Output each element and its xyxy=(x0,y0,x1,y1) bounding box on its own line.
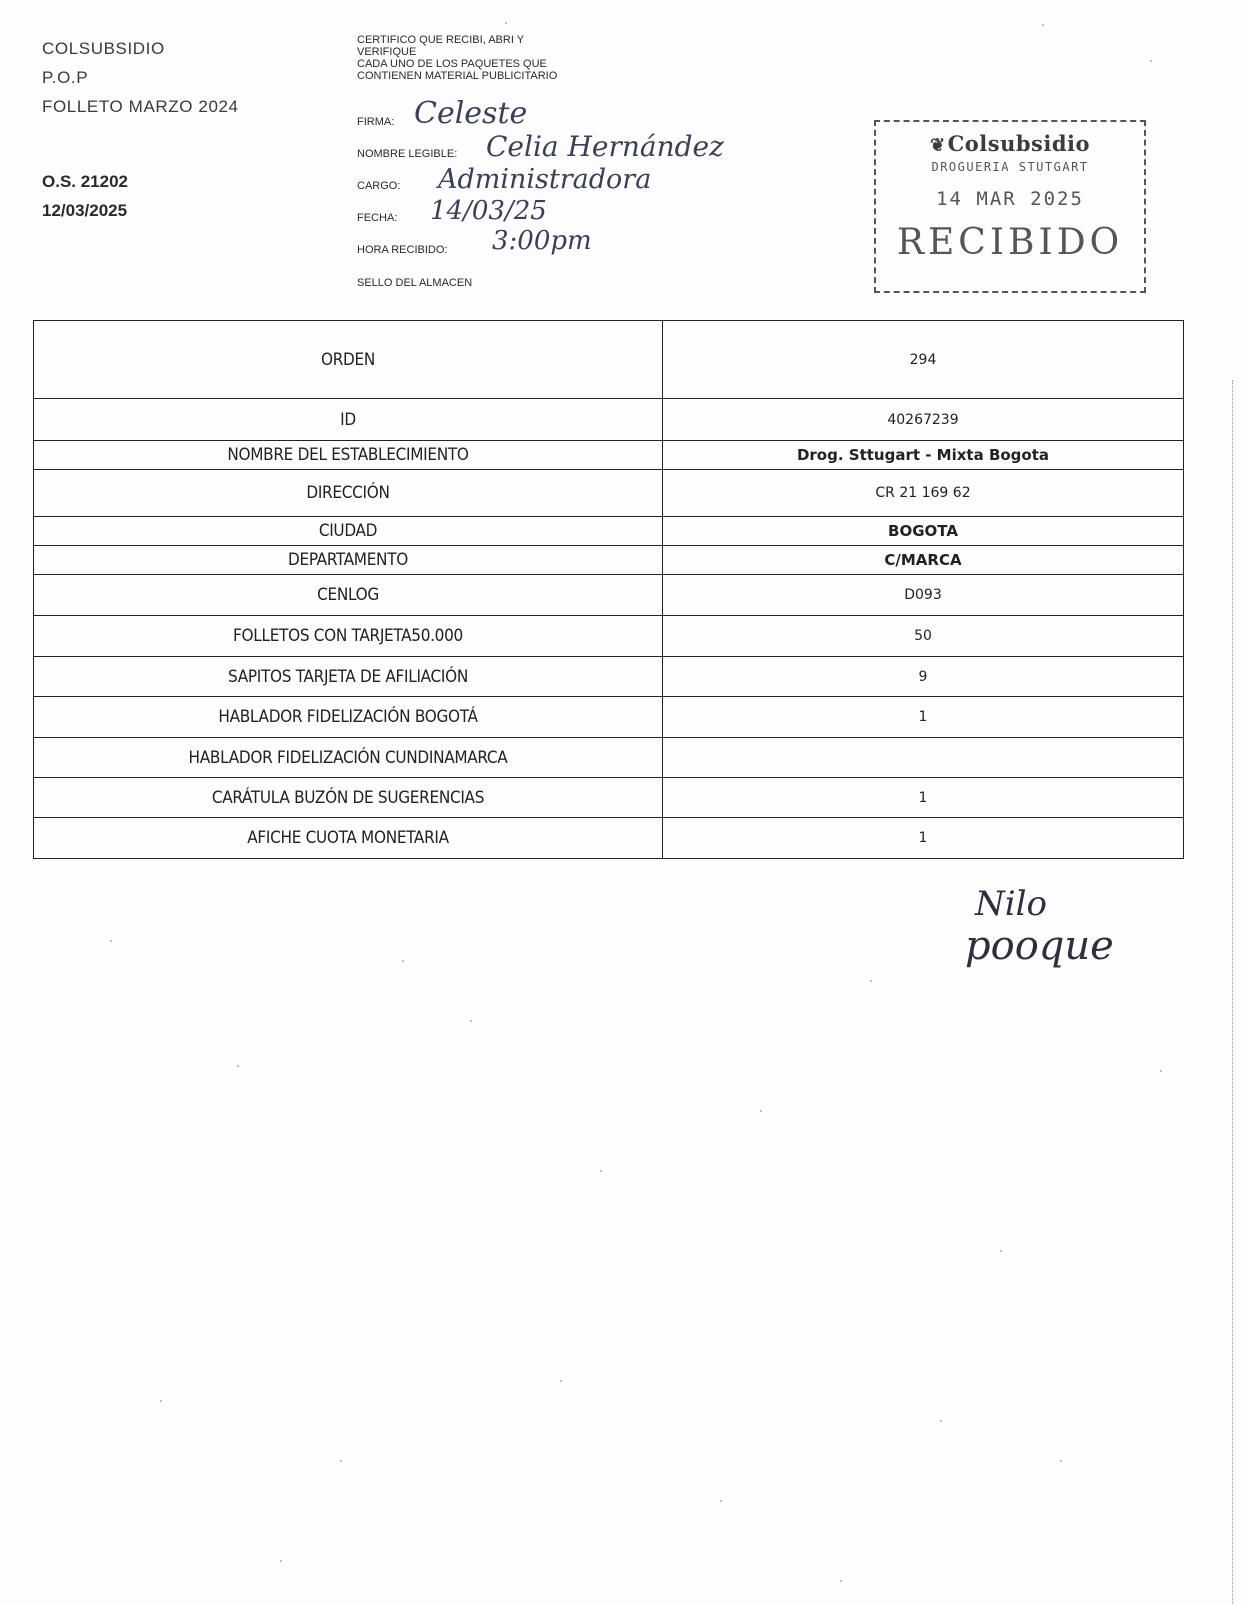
scanner-edge xyxy=(1232,380,1234,1604)
campaign-name: FOLLETO MARZO 2024 xyxy=(42,97,239,116)
table-row xyxy=(34,738,1184,778)
scan-speck xyxy=(110,940,112,942)
table-row xyxy=(34,399,1184,441)
sello-label: SELLO DEL ALMACEN xyxy=(357,277,473,289)
firma-signature: Celeste xyxy=(414,96,528,131)
scan-speck xyxy=(1042,24,1044,26)
row-label: DEPARTAMENTO xyxy=(34,546,663,575)
row-label: ORDEN xyxy=(34,321,663,399)
table-row xyxy=(34,546,1184,575)
row-value: 1 xyxy=(663,778,1184,818)
table-row xyxy=(34,321,1184,399)
scan-speck xyxy=(340,1460,342,1462)
statement-line: CERTIFICO QUE RECIBI, ABRI Y xyxy=(357,34,525,46)
service-order xyxy=(42,167,128,225)
scan-speck xyxy=(237,1065,239,1067)
note-line: Nilo xyxy=(975,884,1047,924)
row-label: ID xyxy=(34,399,663,441)
scan-speck xyxy=(402,960,404,962)
row-label: CIUDAD xyxy=(34,517,663,546)
scan-speck xyxy=(940,1420,942,1422)
scan-speck xyxy=(840,1580,842,1582)
handwritten-note xyxy=(965,884,1114,968)
certificate-statement xyxy=(357,34,657,82)
header-left xyxy=(42,34,239,121)
stamp-brand-text: Colsubsidio xyxy=(947,131,1091,156)
table-row xyxy=(34,470,1184,517)
nombre-value: Celia Hernández xyxy=(486,130,724,163)
table-row xyxy=(34,818,1184,859)
leaf-icon: ❦ xyxy=(929,135,946,156)
table-row xyxy=(34,778,1184,818)
stamp-store: DROGUERIA STUTGART xyxy=(931,160,1089,174)
row-value: 294 xyxy=(663,321,1184,399)
row-value: 1 xyxy=(663,697,1184,738)
scan-speck xyxy=(600,1170,602,1172)
row-label: AFICHE CUOTA MONETARIA xyxy=(34,818,663,859)
row-label: SAPITOS TARJETA DE AFILIACIÓN xyxy=(34,657,663,697)
os-number: O.S. 21202 xyxy=(42,172,129,191)
note-line: pooque xyxy=(965,923,1114,969)
hora-value: 3:00pm xyxy=(492,226,592,256)
row-label: CENLOG xyxy=(34,575,663,616)
row-value: 1 xyxy=(663,818,1184,859)
table-row xyxy=(34,575,1184,616)
company-name: COLSUBSIDIO xyxy=(42,39,165,58)
row-value: Drog. Sttugart - Mixta Bogota xyxy=(663,441,1184,470)
row-value: 40267239 xyxy=(663,399,1184,441)
scan-speck xyxy=(870,980,872,982)
hora-label: HORA RECIBIDO: xyxy=(357,244,448,256)
table-row xyxy=(34,616,1184,657)
row-label: HABLADOR FIDELIZACIÓN CUNDINAMARCA xyxy=(34,738,663,778)
scan-speck xyxy=(720,1500,722,1502)
stamp-status: RECIBIDO xyxy=(896,222,1124,263)
os-date: 12/03/2025 xyxy=(42,201,128,220)
statement-line: CONTIENEN MATERIAL PUBLICITARIO xyxy=(357,70,558,82)
scan-speck xyxy=(1060,1460,1062,1462)
table-row xyxy=(34,657,1184,697)
row-value: 9 xyxy=(663,657,1184,697)
statement-line: VERIFIQUE xyxy=(357,46,417,58)
scan-speck xyxy=(1160,1070,1162,1072)
row-label: CARÁTULA BUZÓN DE SUGERENCIAS xyxy=(34,778,663,818)
firma-label: FIRMA: xyxy=(357,116,395,128)
stamp-date: 14 MAR 2025 xyxy=(936,188,1084,210)
scan-speck xyxy=(560,1380,562,1382)
row-value: BOGOTA xyxy=(663,517,1184,546)
scan-speck xyxy=(160,1400,162,1402)
scan-speck xyxy=(1000,1250,1002,1252)
row-label: FOLLETOS CON TARJETA50.000 xyxy=(34,616,663,657)
material-type: P.O.P xyxy=(42,68,89,87)
delivery-table xyxy=(33,320,1184,859)
row-value: CR 21 169 62 xyxy=(663,470,1184,517)
row-label: DIRECCIÓN xyxy=(34,470,663,517)
scan-speck xyxy=(505,22,507,24)
scan-speck xyxy=(760,1110,762,1112)
table-row xyxy=(34,517,1184,546)
row-label: NOMBRE DEL ESTABLECIMIENTO xyxy=(34,441,663,470)
scan-speck xyxy=(1150,60,1152,62)
nombre-label: NOMBRE LEGIBLE: xyxy=(357,148,458,160)
row-value: C/MARCA xyxy=(663,546,1184,575)
statement-line: CADA UNO DE LOS PAQUETES QUE xyxy=(357,58,547,70)
table-row xyxy=(34,697,1184,738)
table-row xyxy=(34,441,1184,470)
fecha-value: 14/03/25 xyxy=(430,196,547,226)
stamp-brand xyxy=(876,131,1144,156)
row-label: HABLADOR FIDELIZACIÓN BOGOTÁ xyxy=(34,697,663,738)
cargo-value: Administradora xyxy=(438,164,652,195)
fecha-label: FECHA: xyxy=(357,212,398,224)
row-value: D093 xyxy=(663,575,1184,616)
scan-speck xyxy=(470,1020,472,1022)
row-value xyxy=(663,738,1184,778)
scan-speck xyxy=(280,1560,282,1562)
cargo-label: CARGO: xyxy=(357,180,401,192)
row-value: 50 xyxy=(663,616,1184,657)
received-stamp xyxy=(874,120,1146,293)
